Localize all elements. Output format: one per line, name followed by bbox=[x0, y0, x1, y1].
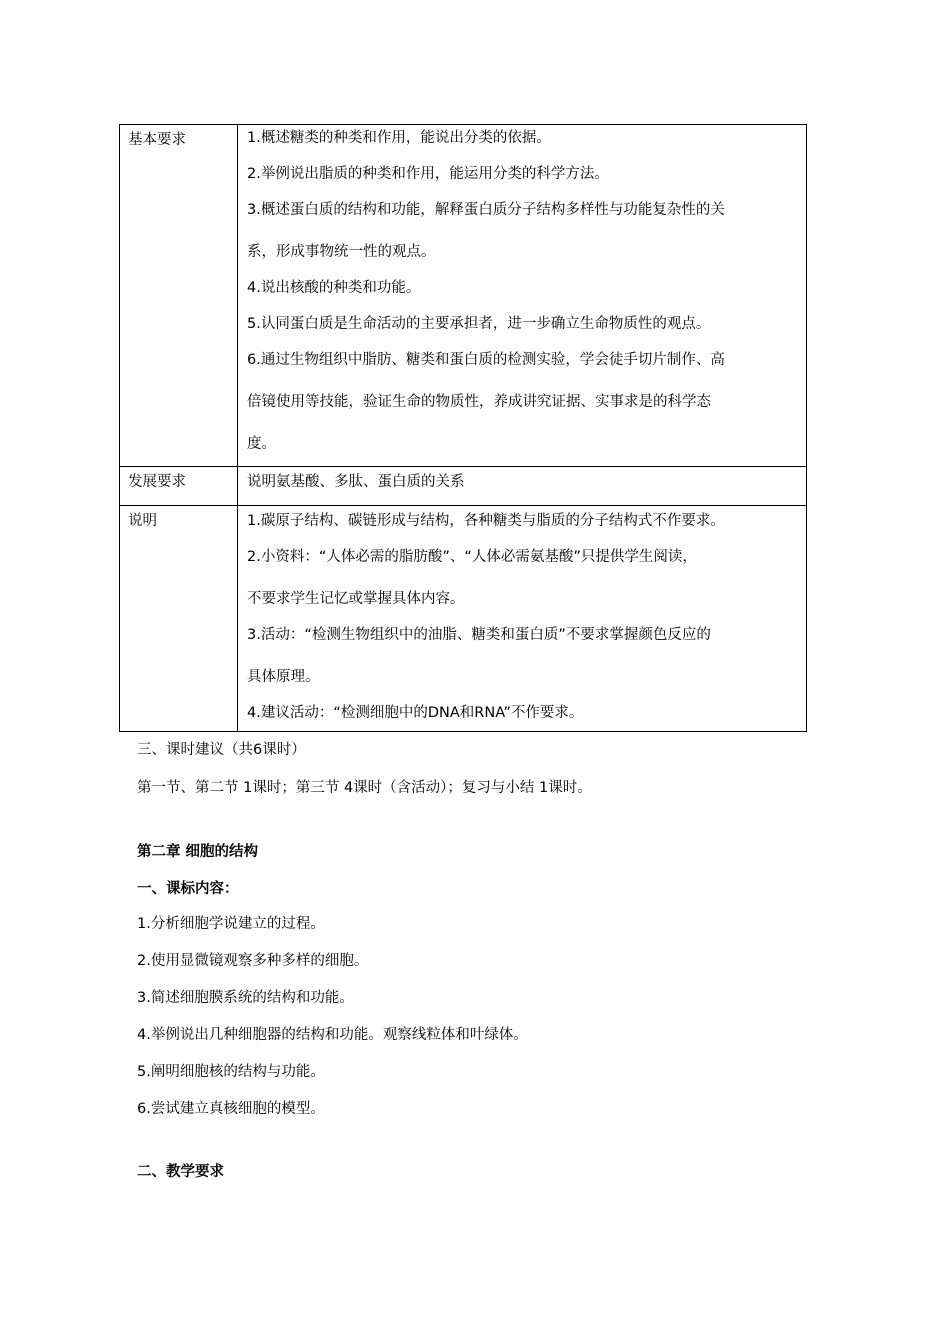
list-item: 2.使用显微镜观察多种多样的细胞。 bbox=[137, 953, 369, 969]
text-line: 倍镜使用等技能，验证生命的物质性，养成讲究证据、实事求是的科学态 bbox=[247, 394, 711, 410]
row-content bbox=[238, 506, 807, 732]
text-line: 3.概述蛋白质的结构和功能，解释蛋白质分子结构多样性与功能复杂性的关 bbox=[247, 202, 725, 218]
text-line: 5.认同蛋白质是生命活动的主要承担者，进一步确立生命物质性的观点。 bbox=[247, 316, 711, 332]
text-line: 3.活动：“检测生物组织中的油脂、糖类和蛋白质”不要求掌握颜色反应的 bbox=[247, 627, 711, 643]
row-content bbox=[238, 467, 807, 506]
list-item bbox=[247, 127, 798, 149]
list-item bbox=[247, 624, 798, 688]
list-item bbox=[247, 277, 798, 299]
text-line: 2.小资料：“人体必需的脂肪酸”、“人体必需氨基酸”只提供学生阅读， bbox=[247, 549, 697, 565]
paragraph: 第一节、第二节 1课时；第三节 4课时（含活动）；复习与小结 1课时。 bbox=[137, 780, 592, 796]
section-heading: 二、教学要求 bbox=[137, 1164, 224, 1180]
list-item bbox=[247, 702, 798, 724]
list-item bbox=[247, 163, 798, 185]
row-label: 发展要求 bbox=[120, 467, 238, 506]
text-line: 2.举例说出脂质的种类和作用，能运用分类的科学方法。 bbox=[247, 166, 609, 182]
list-item: 6.尝试建立真核细胞的模型。 bbox=[137, 1101, 325, 1117]
list-item: 3.简述细胞膜系统的结构和功能。 bbox=[137, 990, 354, 1006]
row-label: 基本要求 bbox=[120, 125, 238, 467]
list-item: 1.分析细胞学说建立的过程。 bbox=[137, 916, 325, 932]
list-item bbox=[247, 546, 798, 610]
list-item bbox=[247, 471, 798, 493]
section-heading: 一、课标内容： bbox=[137, 881, 239, 897]
list-item bbox=[247, 510, 798, 532]
text-line: 6.通过生物组织中脂肪、糖类和蛋白质的检测实验，学会徒手切片制作、高 bbox=[247, 352, 725, 368]
requirements-table bbox=[119, 124, 807, 732]
list-item bbox=[247, 199, 798, 263]
row-content bbox=[238, 125, 807, 467]
text-line: 1.概述糖类的种类和作用，能说出分类的依据。 bbox=[247, 130, 551, 146]
table-row bbox=[120, 506, 807, 732]
text-line: 具体原理。 bbox=[247, 669, 320, 685]
list-item: 5.阐明细胞核的结构与功能。 bbox=[137, 1064, 325, 1080]
text-line: 不要求学生记忆或掌握具体内容。 bbox=[247, 591, 465, 607]
text-line: 4.说出核酸的种类和功能。 bbox=[247, 280, 421, 296]
text-line: 度。 bbox=[247, 436, 276, 452]
table-row bbox=[120, 467, 807, 506]
text-line: 系，形成事物统一性的观点。 bbox=[247, 244, 436, 260]
list-item bbox=[247, 313, 798, 335]
text-line: 1.碳原子结构、碳链形成与结构，各种糖类与脂质的分子结构式不作要求。 bbox=[247, 513, 725, 529]
table-row bbox=[120, 125, 807, 467]
list-item: 4.举例说出几种细胞器的结构和功能。观察线粒体和叶绿体。 bbox=[137, 1027, 528, 1043]
chapter-title: 第二章 细胞的结构 bbox=[137, 844, 259, 860]
row-label: 说明 bbox=[120, 506, 238, 732]
section-heading: 三、课时建议（共6课时） bbox=[137, 742, 306, 758]
list-item bbox=[247, 349, 798, 455]
text-line: 4.建议活动：“检测细胞中的DNA和RNA”不作要求。 bbox=[247, 705, 584, 721]
text-line: 说明氨基酸、多肽、蛋白质的关系 bbox=[247, 474, 465, 490]
